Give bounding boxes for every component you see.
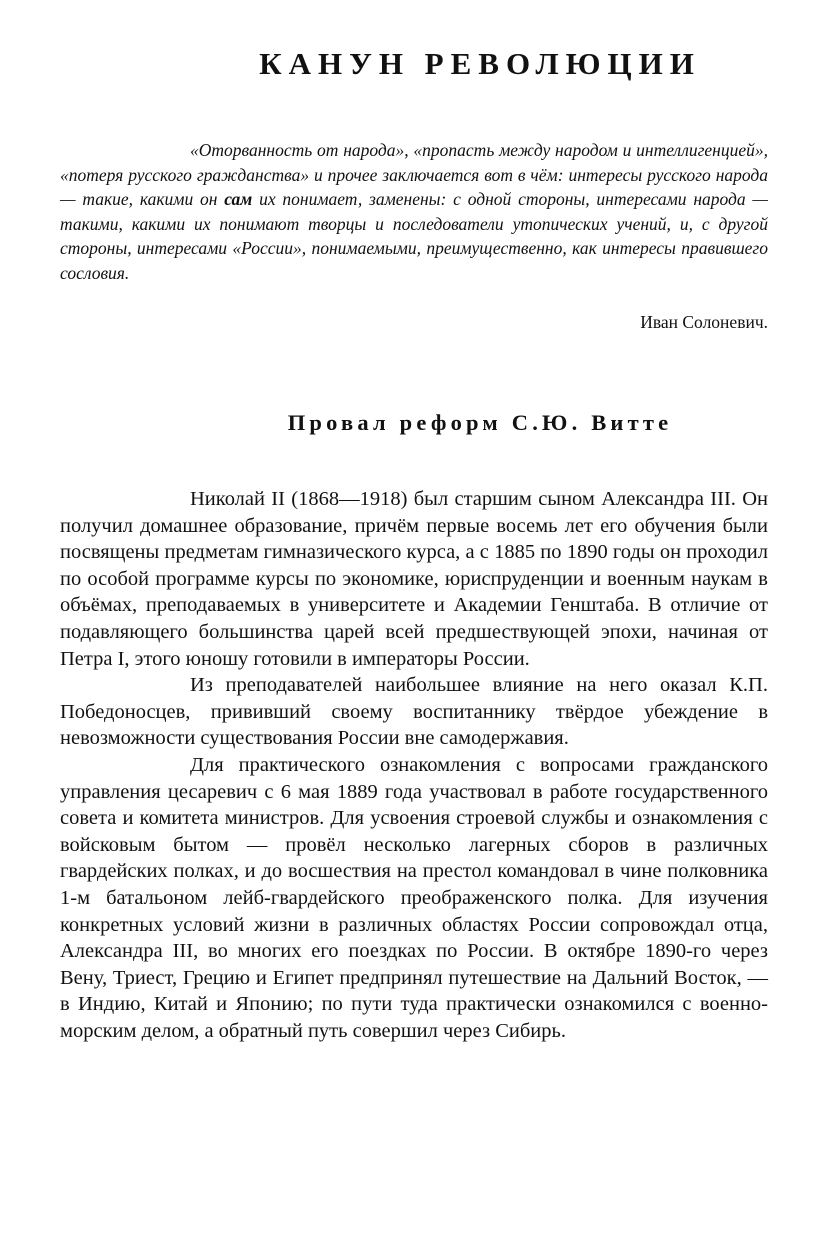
epigraph-emphasis: сам xyxy=(224,189,253,209)
epigraph-text-start: «Оторванность от народа», «пропасть между народом и интеллигенцией», «потеря русского гражданства» и прочее заключается вот в чём: интересы русского народа — такие, какими он xyxy=(60,140,768,209)
epigraph-text-end: их понимает, заменены: с одной стороны, интересами народа — такими, какими их понимают творцы и последователи утопических учений, и, с другой стороны, интересами «России», понимаемыми, преимущественно, как интересы правившего сословия. xyxy=(60,189,768,283)
epigraph xyxy=(60,138,768,285)
paragraph-2: Из преподавателей наибольшее влияние на него оказал К.П. Победоносцев, прививший своему воспитаннику твёрдое убеждение в невозможности существования России вне самодержавия. xyxy=(60,674,768,750)
section-title: Провал реформ С.Ю. Витте xyxy=(287,410,673,435)
body-text xyxy=(60,486,768,1044)
chapter-title: КАНУН РЕВОЛЮЦИИ xyxy=(259,46,701,81)
epigraph-author: Иван Солоневич. xyxy=(640,312,768,332)
paragraph-1: Николай II (1868—1918) был старшим сыном Александра III. Он получил домашнее образование, причём первые восемь лет его обучения были посвящены предметам гимназического курса, а с 1885 по 1890 годы он проходил по особой программе курсы по экономике, юриспруденции и военным наукам в объёмах, преподаваемых в университете и Академии Генштаба. В отличие от подавляющего большинства царей всей предшествующей эпохи, начиная от Петра I, этого юношу готовили в императоры России. xyxy=(60,488,768,670)
paragraph-3: Для практического ознакомления с вопросами гражданского управления цесаревич с 6 мая 1889 года участвовал в работе государственного совета и комитета министров. Для усвоения строевой службы и ознакомления с войсковым бытом — провёл несколько лагерных сборов в различных гвардейских полках, и до восшествия на престол командовал в чине полковника 1-м батальоном лейб-гвардейского преображенского полка. Для изучения конкретных условий жизни в различных областях России сопровождал отца, Александра III, во многих его поездках по России. В октябре 1890-го через Вену, Триест, Грецию и Египет предпринял путешествие на Дальний Восток, — в Индию, Китай и Японию; по пути туда практически ознакомился с военно-морским делом, а обратный путь совершил через Сибирь. xyxy=(60,753,768,1042)
